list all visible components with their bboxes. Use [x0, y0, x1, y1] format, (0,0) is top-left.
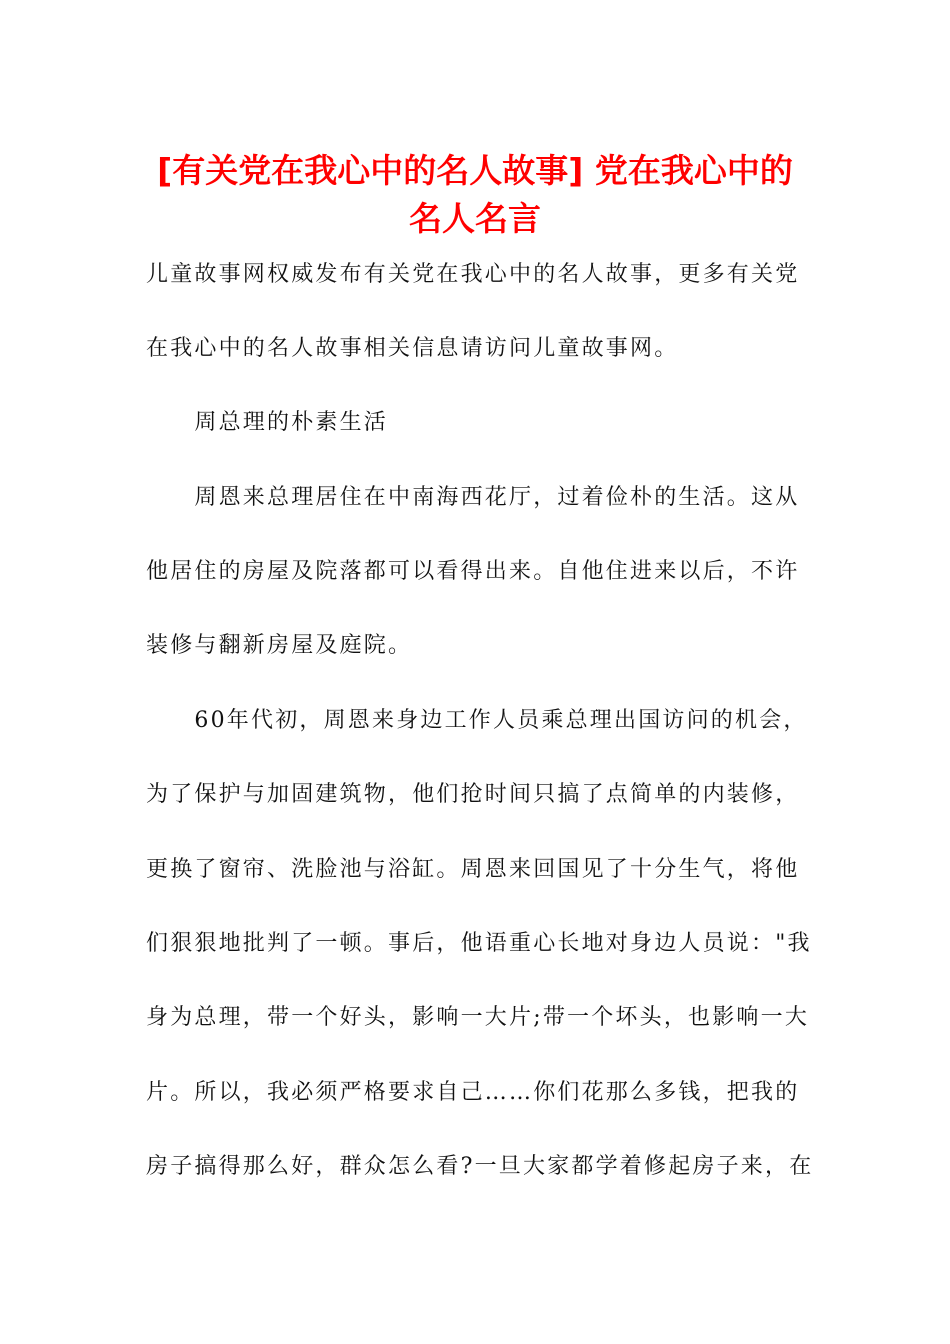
body-line-9: 更换了窗帘、洗脸池与浴缸。周恩来回国见了十分生气，将他	[146, 857, 800, 882]
body-line-6: 装修与翻新房屋及庭院。	[146, 633, 413, 658]
document-title	[130, 147, 820, 243]
body-line-10: 们狠狠地批判了一顿。事后，他语重心长地对身边人员说："我	[146, 931, 812, 956]
title-line-1: [有关党在我心中的名人故事] 党在我心中的	[157, 151, 793, 190]
body-line-11: 身为总理，带一个好头，影响一大片;带一个坏头，也影响一大	[146, 1005, 810, 1030]
section-heading: 周总理的朴素生活	[146, 410, 389, 435]
body-line-2: 在我心中的名人故事相关信息请访问儿童故事网。	[146, 336, 679, 361]
body-line-8: 为了保护与加固建筑物，他们抢时间只搞了点简单的内装修，	[146, 782, 800, 807]
body-line-1: 儿童故事网权威发布有关党在我心中的名人故事，更多有关党	[146, 262, 800, 287]
title-line-2: 名人名言	[409, 199, 541, 238]
body-line-5: 他居住的房屋及院落都可以看得出来。自他住进来以后，不许	[146, 559, 800, 584]
body-line-13: 房子搞得那么好，群众怎么看?一旦大家都学着修起房子来，在	[146, 1154, 814, 1179]
body-line-12: 片。所以，我必须严格要求自己……你们花那么多钱，把我的	[146, 1080, 800, 1105]
body-line-4: 周恩来总理居住在中南海西花厅，过着俭朴的生活。这从	[146, 485, 800, 510]
body-line-7: 60年代初，周恩来身边工作人员乘总理出国访问的机会，	[146, 708, 808, 733]
